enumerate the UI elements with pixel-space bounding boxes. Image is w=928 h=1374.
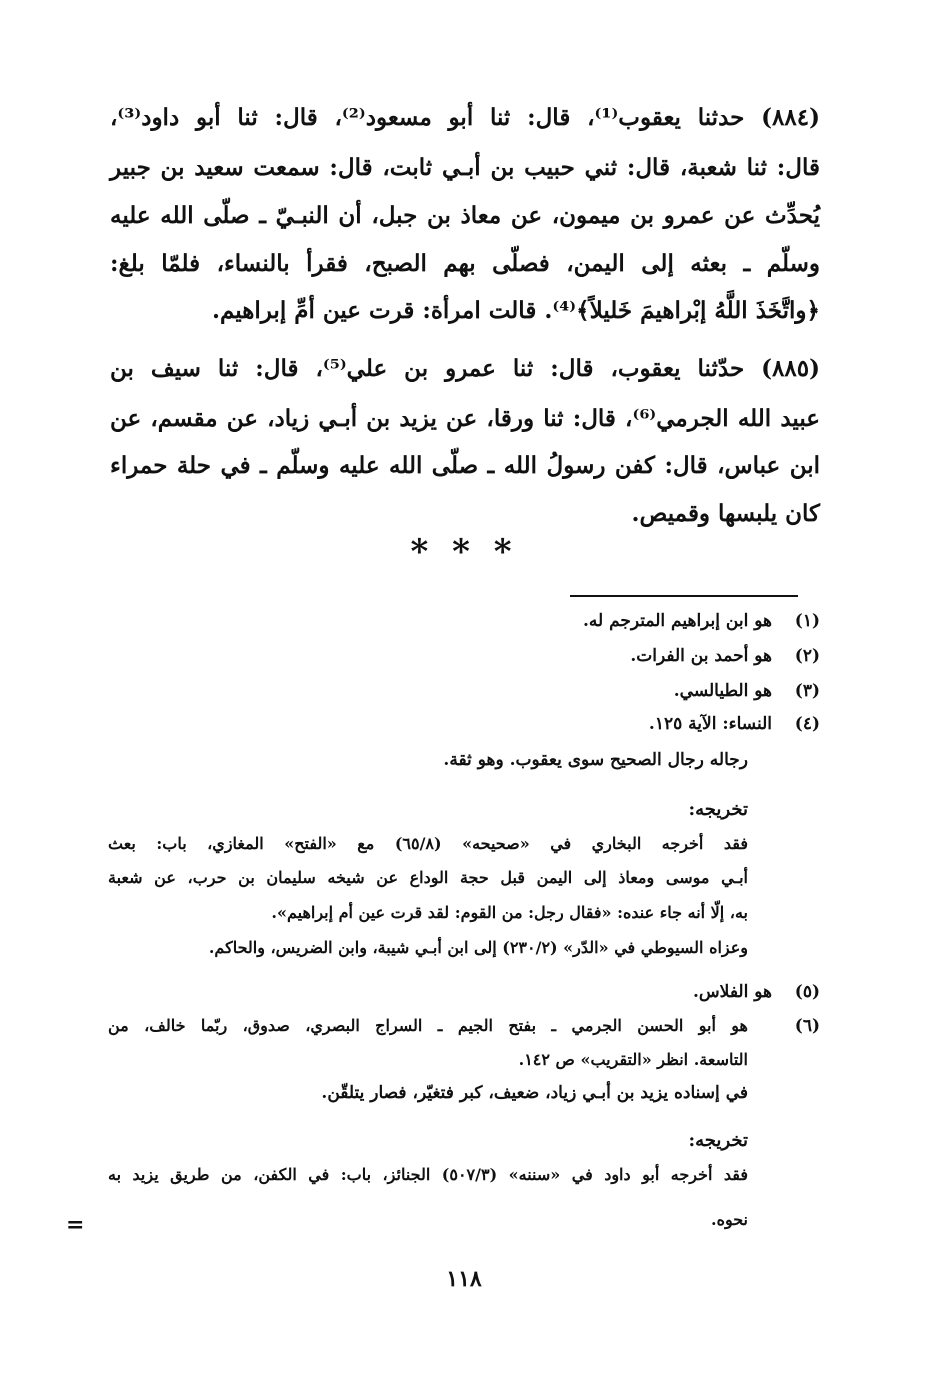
takhrij-heading-2: تخريجه: — [688, 1130, 748, 1151]
hadith-885-line-4: كان يلبسها وقميص. — [631, 500, 820, 527]
footnote-5-text: هو الفلاس. — [693, 982, 772, 1002]
takhrij-1-line-1: فقد أخرجه البخاري في «صحيحه» (٦٥/٨) مع «الفتح» المغازي، باب: بعث — [108, 834, 748, 853]
rijal-note: رجاله رجال الصحيح سوى يعقوب. وهو ثقة. — [443, 750, 748, 770]
section-separator: * * * — [410, 532, 518, 572]
footnote-6-line-1: هو أبو الحسن الجرمي ـ بفتح الجيم ـ السراج البصري، صدوق، ربّما خالف، من — [108, 1016, 748, 1035]
footnote-1-number: (١) — [794, 611, 820, 631]
footnote-2-text: هو أحمد بن الفرات. — [630, 646, 772, 666]
footnote-2-number: (٢) — [794, 646, 820, 666]
takhrij-2-line-1: فقد أخرجه أبو داود في «سننه» (٥٠٧/٣) الجنائز، باب: في الكفن، من طريق يزيد به — [108, 1165, 749, 1184]
hadith-885-line-3: ابن عباس، قال: كفن رسولُ الله ـ صلّى الله عليه وسلّم ـ في حلة حمراء — [110, 452, 820, 479]
footnote-rule — [570, 595, 798, 597]
footnote-4-number: (٤) — [794, 714, 820, 734]
hadith-884-line-2: قال: ثنا شعبة، قال: ثني حبيب بن أبـي ثابت، قال: سمعت سعيد بن جبير — [110, 154, 820, 181]
footnote-1-text: هو ابن إبراهيم المترجم له. — [582, 611, 772, 631]
continuation-mark: = — [66, 1212, 85, 1238]
hadith-884-line-1: (٨٨٤) حدثنا يعقوب⁽¹⁾، قال: ثنا أبو مسعود⁽²⁾، قال: ثنا أبو داود⁽³⁾، — [110, 104, 820, 131]
footnote-6-line-2: التاسعة. انظر «التقريب» ص ١٤٢. — [518, 1050, 748, 1069]
hadith-885-line-1: (٨٨٥) حدّثنا يعقوب، قال: ثنا عمرو بن علي⁽⁵⁾، قال: ثنا سيف بن — [110, 355, 820, 382]
footnote-6-number: (٦) — [794, 1016, 820, 1036]
footnote-4-text: النساء: الآية ١٢٥. — [648, 714, 772, 734]
hadith-884-line-3: يُحدِّث عن عمرو بن ميمون، عن معاذ بن جبل، أن النبـيّ ـ صلّى الله عليه — [110, 202, 820, 229]
takhrij-1-line-3: به، إلّا أنه جاء عنده: «فقال رجل: من القوم: لقد قرت عين أم إبراهيم». — [271, 903, 748, 922]
footnote-3-text: هو الطيالسي. — [673, 681, 772, 701]
takhrij-2-line-2: نحوه. — [711, 1210, 748, 1229]
hadith-885-line-2: عبيد الله الجرمي⁽⁶⁾، قال: ثنا ورقا، عن يزيد بن أبـي زياد، عن مقسم، عن — [110, 405, 820, 432]
takhrij-heading-1: تخريجه: — [688, 799, 748, 820]
footnote-3-number: (٣) — [794, 681, 820, 701]
isnad-note: في إسناده يزيد بن أبـي زياد، ضعيف، كبر فتغيّر، فصار يتلقّن. — [321, 1083, 748, 1103]
takhrij-1-line-4: وعزاه السيوطي في «الدّر» (٢٣٠/٢) إلى ابن أبـي شيبة، وابن الضريس، والحاكم. — [208, 938, 748, 957]
page-number: ١١٨ — [446, 1266, 482, 1292]
hadith-884-line-4: وسلّم ـ بعثه إلى اليمن، فصلّى بهم الصبح، فقرأ بالنساء، فلمّا بلغ: — [110, 250, 820, 277]
footnote-5-number: (٥) — [794, 982, 820, 1002]
hadith-884-line-5: ﴿واتَّخَذَ اللَّهُ إبْراهيمَ خَليلاً﴾⁽⁴⁾. قالت امرأة: قرت عين أمِّ إبراهيم. — [211, 297, 820, 324]
takhrij-1-line-2: أبـي موسى ومعاذ إلى اليمن قبل حجة الوداع عن شيخه سليمان بن حرب، عن شعبة — [108, 868, 748, 887]
